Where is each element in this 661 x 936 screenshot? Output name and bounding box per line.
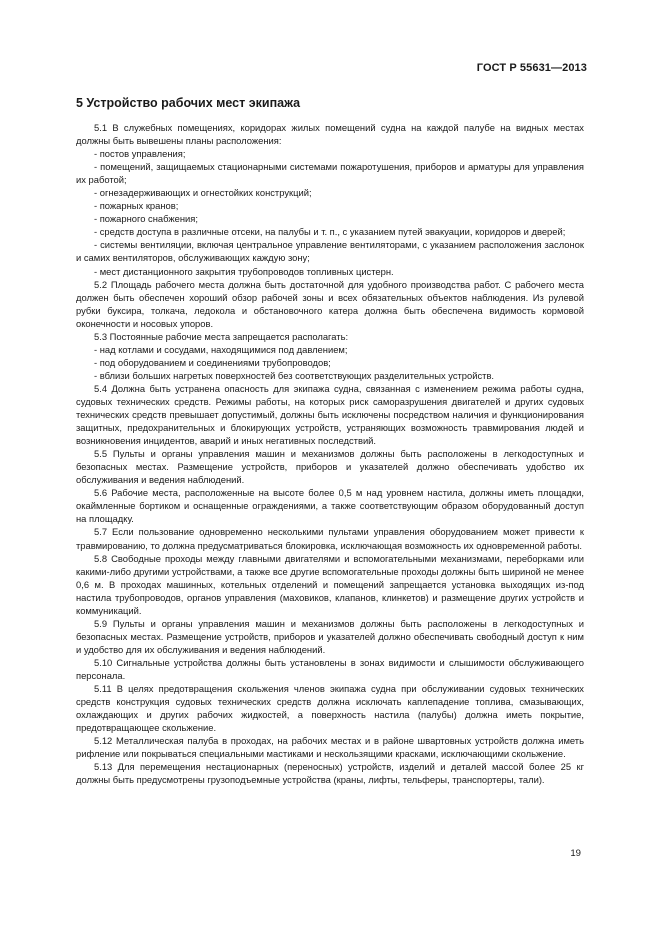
list-item: - средств доступа в различные отсеки, на палубы и т. п., с указанием путей эвакуации, коридоров и дверей; [94, 226, 566, 238]
paragraph-5-1: 5.1 В служебных помещениях, коридорах жилых помещений судна на каждой палубе на видных местах должны быть вывешены планы расположения: [76, 122, 584, 147]
paragraph-5-3: 5.3 Постоянные рабочие места запрещается располагать: [94, 330, 349, 342]
paragraph-5-9: 5.9 Пульты и органы управления машин и механизмов должны быть расположены в легкодоступных и безопасных местах. Размещение устройств, приборов и указателей должно обеспечивать свободный доступ к ним и удобство для их обслуживания и ведения наблюдений. [76, 617, 584, 655]
standard-designation: ГОСТ Р 55631—2013 [476, 62, 587, 74]
paragraph-5-7: 5.7 Если пользование одновременно несколькими пультами управления оборудованием может привести к травмированию, то должна предусматриваться блокировка, исключающая возможность их одновременной работы. [76, 526, 584, 551]
paragraph-5-13: 5.13 Для перемещения нестационарных (переносных) устройств, изделий и деталей массой более 25 кг должны быть предусмотрены грузоподъемные устройства (краны, лифты, тельферы, транспортеры, тали). [76, 761, 584, 786]
paragraph-5-2: 5.2 Площадь рабочего места должна быть достаточной для удобного производства работ. С рабочего места должен быть обеспечен хороший обзор рабочей зоны и всех обязательных объектов наблюдения. Из рулевой рубки буксира, толкача, ледокола и обстановочного катера должна быть обеспечена видимость кормовой оконечности и носовых упоров. [76, 278, 584, 329]
paragraph-5-6: 5.6 Рабочие места, расположенные на высоте более 0,5 м над уровнем настила, должны иметь площадки, окаймленные бортиком и оснащенные ограждениями, а также соответствующим образом оборудованный доступ на площадку. [76, 487, 584, 525]
paragraph-5-10: 5.10 Сигнальные устройства должны быть установлены в зонах видимости и слышимости обслуживающего персонала. [76, 656, 584, 681]
list-item: - огнезадерживающих и огнестойких конструкций; [94, 187, 312, 199]
list-item: - пожарного снабжения; [94, 213, 198, 225]
paragraph-5-8: 5.8 Свободные проходы между главными двигателями и вспомогательными механизмами, переборками или какими-либо другими устройствами, а также все другие вспомогательные проходы должны быть шириной не менее 0,6 м. В проходах машинных, котельных отделений и помещений запрещается установка выходящих из-под настила трубопроводов, органов управления (маховиков, клапанов, клинкетов) и размещение других устройств и коммуникаций. [76, 552, 584, 616]
list-item: - постов управления; [94, 148, 186, 160]
list-item: - помещений, защищаемых стационарными системами пожаротушения, приборов и арматуры для управления их работой; [76, 161, 584, 186]
list-item: - вблизи больших нагретых поверхностей без соответствующих разделительных устройств. [94, 369, 495, 381]
list-item: - мест дистанционного закрытия трубопроводов топливных цистерн. [94, 265, 394, 277]
list-item: - над котлами и сосудами, находящимися под давлением; [94, 343, 348, 355]
paragraph-5-11: 5.11 В целях предотвращения скольжения членов экипажа судна при обслуживании судовых технических средств конструкция судовых технических средств должна исключать каплепадение топлива, смазывающих, охлаждающих и других рабочих жидкостей, а поверхность настила (палубы) должна иметь покрытие, предотвращающее скольжение. [76, 683, 584, 734]
paragraph-5-12: 5.12 Металлическая палуба в проходах, на рабочих местах и в районе швартовных устройств должна иметь рифление или покрываться специальными мастиками и нескользящими красками, исключающими скольжение. [76, 735, 584, 760]
paragraph-5-4: 5.4 Должна быть устранена опасность для экипажа судна, связанная с изменением режима работы судна, судовых технических средств. Режимы работы, на которых риск саморазрушения двигателей и других судовых технических средств превышает допустимый, должны быть исключены посредством наличия и функционирования защитных, предохранительных и блокирующих устройств, устраняющих возможность травмирования людей и возникновения инцидентов, аварий и иных негативных последствий. [76, 382, 584, 447]
list-item: - системы вентиляции, включая центральное управление вентиляторами, с указанием расположения заслонок и самих вентиляторов, обслуживающих каждую зону; [76, 239, 584, 264]
section-heading: 5 Устройство рабочих мест экипажа [76, 96, 301, 110]
page-number: 19 [570, 848, 581, 859]
list-item: - пожарных кранов; [94, 200, 179, 212]
list-item: - под оборудованием и соединениями трубопроводов; [94, 356, 331, 368]
section-body [76, 121, 584, 786]
paragraph-5-5: 5.5 Пульты и органы управления машин и механизмов должны быть расположены в легкодоступных и безопасных местах. Размещение устройств, приборов и указателей должно обеспечивать удобство их обслуживания и ведения наблюдений. [76, 448, 584, 486]
